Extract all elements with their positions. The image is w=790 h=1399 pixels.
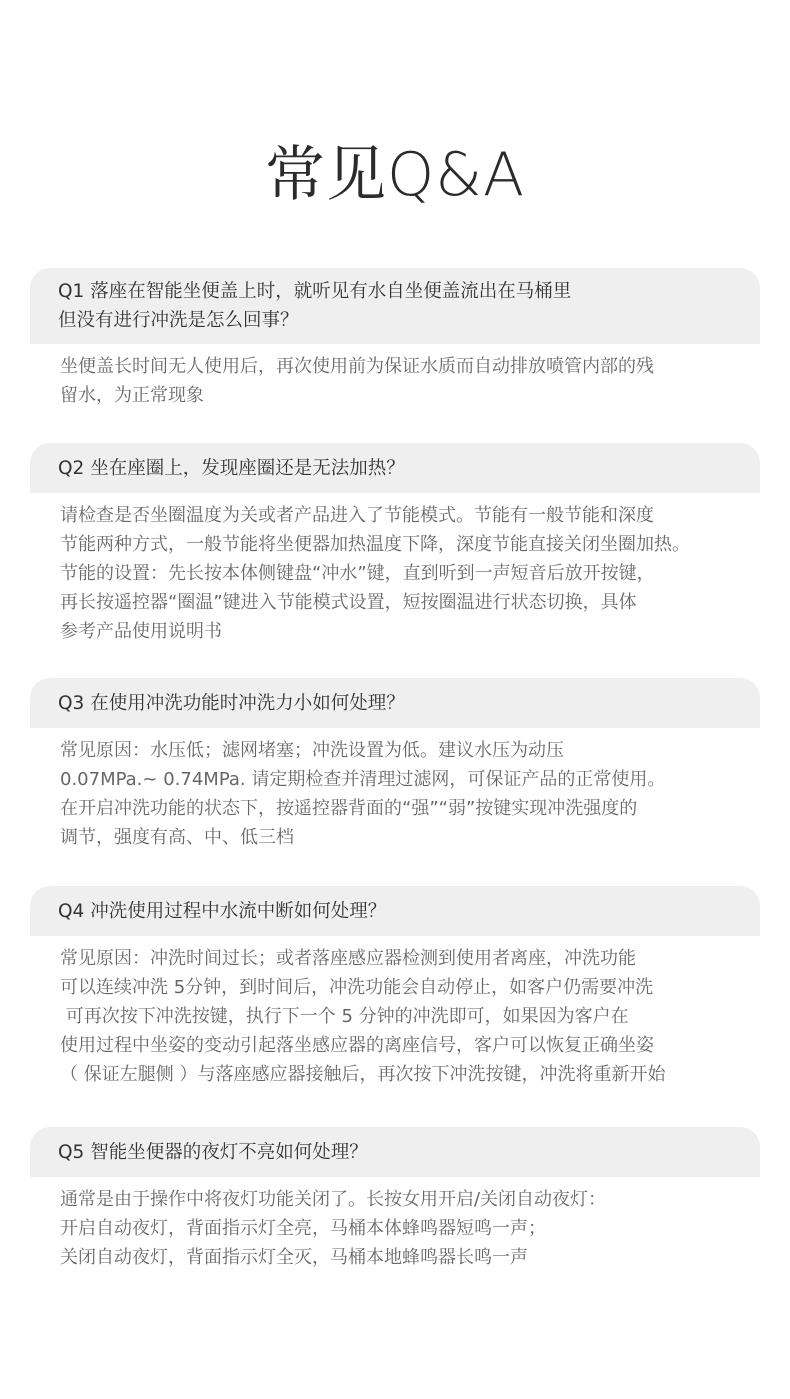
answer-line: 开启自动夜灯，背面指示灯全亮，马桶本体蜂鸣器短鸣一声；: [60, 1218, 546, 1239]
answer-line: 留水，为正常现象: [60, 385, 204, 406]
qa-item-2: [30, 443, 760, 646]
qa-item-4: [30, 886, 760, 1089]
question-line: 但没有进行冲洗是怎么回事？: [58, 310, 299, 331]
question-box: [30, 1127, 760, 1177]
answer-line: 请检查是否坐圈温度为关或者产品进入了节能模式。节能有一般节能和深度: [60, 505, 654, 526]
answer-box: [30, 728, 760, 852]
answer-line: 关闭自动夜灯，背面指示灯全灭，马桶本地蜂鸣器长鸣一声: [60, 1247, 528, 1268]
answer-line: 可再次按下冲洗按键，执行下一个 5 分钟的冲洗即可，如果因为客户在: [60, 1006, 629, 1027]
answer-line: 常见原因：冲洗时间过长；或者落座感应器检测到使用者离座，冲洗功能: [60, 948, 636, 969]
qa-item-5: [30, 1127, 760, 1272]
question-box: [30, 268, 760, 344]
answer-line: 调节，强度有高、中、低三档: [60, 827, 294, 848]
answer-line: 可以连续冲洗 5分钟，到时间后，冲洗功能会自动停止，如客户仍需要冲洗: [60, 977, 654, 998]
answer-box: [30, 936, 760, 1089]
answer-line: 坐便盖长时间无人使用后，再次使用前为保证水质而自动排放喷管内部的残: [60, 356, 654, 377]
answer-line: 使用过程中坐姿的变动引起落坐感应器的离座信号，客户可以恢复正确坐姿: [60, 1035, 654, 1056]
question-line: Q3 在使用冲洗功能时冲洗力小如何处理？: [58, 692, 405, 714]
answer-line: 再长按遥控器“圈温”键进入节能模式设置，短按圈温进行状态切换，具体: [60, 592, 637, 613]
question-box: [30, 678, 760, 728]
qa-item-1: [30, 268, 760, 410]
answer-box: [30, 493, 760, 646]
question-line: Q5 智能坐便器的夜灯不亮如何处理？: [58, 1141, 368, 1163]
answer-line: 参考产品使用说明书: [60, 621, 222, 642]
question-line: Q2 坐在座圈上，发现座圈还是无法加热？: [58, 457, 405, 479]
answer-line: 节能的设置：先长按本体侧键盘“冲水”键，直到听到一声短音后放开按键，: [60, 563, 655, 584]
question-box: [30, 886, 760, 936]
question-box: [30, 443, 760, 493]
answer-line: 0.07MPa.~ 0.74MPa. 请定期检查并清理过滤网，可保证产品的正常使用。: [60, 769, 666, 790]
question-line: Q1 落座在智能坐便盖上时，就听见有水自坐便盖流出在马桶里: [58, 281, 572, 302]
answer-line: 通常是由于操作中将夜灯功能关闭了。长按女用开启/关闭自动夜灯：: [60, 1189, 607, 1210]
answer-line: （ 保证左腿侧 ）与落座感应器接触后，再次按下冲洗按键，冲洗将重新开始: [60, 1064, 666, 1085]
answer-box: [30, 1177, 760, 1272]
page-title: 常见Q&A: [264, 140, 526, 210]
answer-line: 节能两种方式，一般节能将坐便器加热温度下降，深度节能直接关闭坐圈加热。: [60, 534, 690, 555]
answer-box: [30, 344, 760, 410]
qa-item-3: [30, 678, 760, 852]
question-line: Q4 冲洗使用过程中水流中断如何处理？: [58, 900, 387, 922]
answer-line: 常见原因：水压低；滤网堵塞；冲洗设置为低。建议水压为动压: [60, 740, 564, 761]
answer-line: 在开启冲洗功能的状态下，按遥控器背面的“强”“弱”按键实现冲洗强度的: [60, 798, 638, 819]
